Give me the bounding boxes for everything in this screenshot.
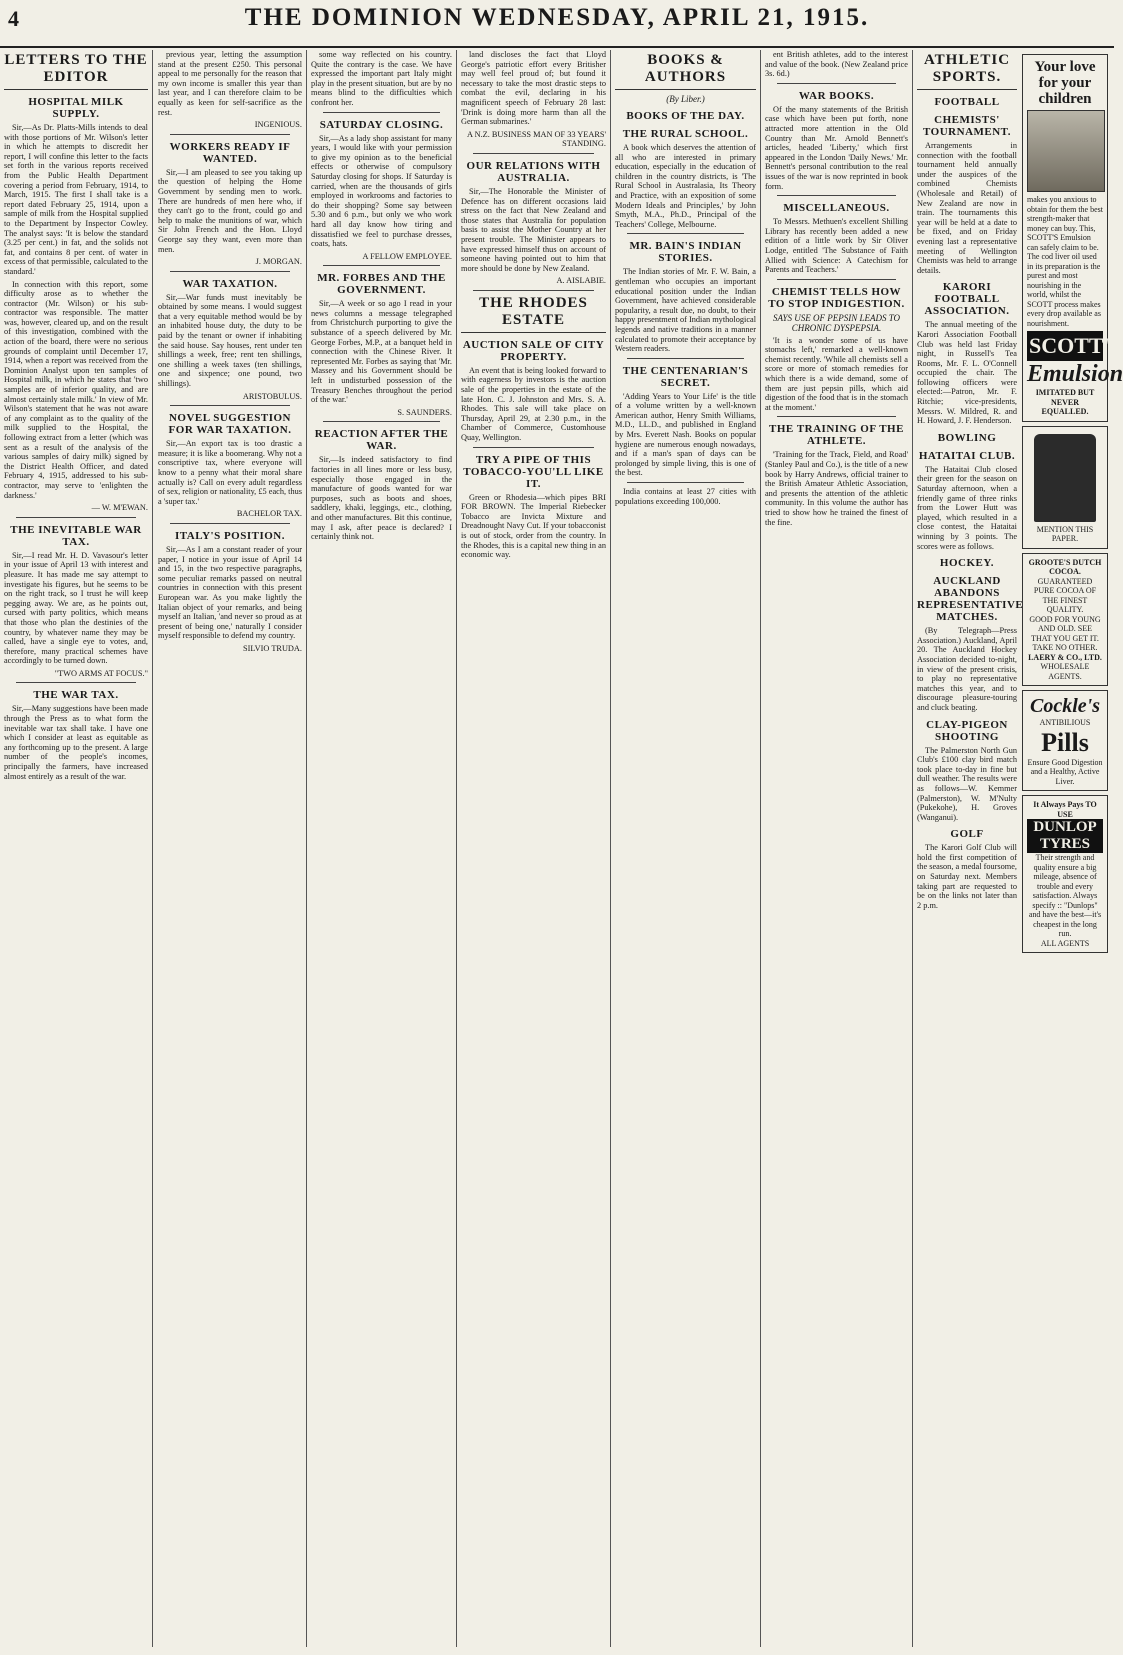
article-heading: FOOTBALL — [934, 96, 1000, 108]
ad-company: LAERY & CO., LTD. — [1028, 652, 1102, 662]
article-text: 'Adding Years to Your Life' is the title of a volume written by a well-known American author, Henry Smith Williams, M.D., LL.D., and published in England by Mrs. Everett Nash. Books on popular hygiene are numerous enough nowadays, and if a man's span of days can be prolonged by simple living, this is one of the best. — [615, 391, 756, 478]
filler-note: India contains at least 27 cities with populations exceeding 100,000. — [615, 487, 756, 506]
article-heading: MISCELLANEOUS. — [783, 202, 890, 215]
article-heading: TRY A PIPE OF THIS TOBACCO-YOU'LL LIKE IT. — [463, 453, 604, 490]
divider — [777, 416, 896, 417]
section-heading: BOOKS & AUTHORS — [615, 52, 756, 90]
section-heading: LETTERS TO THE EDITOR — [4, 52, 148, 90]
ad-tagline: IMITATED BUT NEVER EQUALLED. — [1035, 388, 1095, 416]
article-text: Sir,—Is indeed satisfactory to find factories in all lines more or less busy, especially those engaged in the manufacture of goods wanted for war purposes, such as boots and shoes, saddlery, khaki, leggings, etc., clothing, and other manufactures. Bit this continue, may I ask, after peace is declared? I certainly think not. — [311, 455, 452, 542]
article-subheading: AUCTION SALE OF CITY PROPERTY. — [462, 338, 605, 363]
article-text: ent British athletes, add to the interest and value of the book. (New Zealand price 3s. 6d.) — [765, 50, 908, 79]
signature: A. AISLABIE. — [556, 276, 606, 286]
article-heading: THE INEVITABLE WAR TAX. — [10, 523, 142, 548]
signature: A FELLOW EMPLOYEE. — [362, 251, 452, 261]
divider — [170, 523, 290, 524]
article-text: The annual meeting of the Karori Association Football Club was held last Friday night, in Russell's Tea Rooms, Mr. F. L. O'Connell occupied the chair. The following officers were elected:—Patron, Mr. F. Ritchie; vice-presidents, Messrs. W. Mildred, R. and H. Howard, J. F. Henderson. — [917, 320, 1017, 426]
divider — [777, 279, 896, 280]
article-text: Sir,—As I am a constant reader of your paper, I notice in your issue of April 14 and 15, in the two respective paragraphs, some peculiar remarks passed on neutral countries in connection with this present European war. As you make lightly the Italian object of your remarks, and being myself an Italian, 'and never so proud as at present of being one,' naturally I consider myself responsible to defend my country. — [158, 544, 302, 641]
divider — [473, 153, 594, 154]
divider — [473, 290, 594, 291]
article-text: The Hataitai Club closed their green for the season on Saturday afternoon, when a friendly game of three rinks from the Lower Hutt was played, which resulted in a close contest, the Hataitai winning by 3 points. The scores were as follows. — [917, 464, 1017, 551]
divider — [627, 358, 744, 359]
article-text: Green or Rhodesia—which pipes BRI FOR BROWN. The Imperial Riebecker Tobacco are Invicta Mixture and Dreadnought Navy Cut. If your tobacconist is out of stock, order from the country. In the Rhodes, this is a capital new thing in an economic way. — [461, 492, 606, 560]
divider — [170, 134, 290, 135]
divider — [323, 112, 440, 113]
signature: S. SAUNDERS. — [397, 407, 452, 417]
article-text: 'It is a wonder some of us have stomachs left,' remarked a well-known chemist recently. 'While all chemists sell a score or more of stomach remedies for which there is a wide demand, some of them are just pepsin pills, which aid digestion of the food that is in the stomach at the moment.' — [765, 335, 908, 412]
column-rule — [760, 50, 761, 1647]
ad-headline: Your love for your children — [1034, 59, 1096, 107]
article-text: To Messrs. Methuen's excellent Shilling Library has recently been added a new edition of a little work by Sir Oliver Lodge, entitled 'The Substance of Faith Allied with Science: A Catechism for Parents and Teachers.' — [765, 217, 908, 275]
newspaper-title: THE DOMINION WEDNESDAY, APRIL 21, 1915. — [244, 4, 870, 31]
article-text: Sir,—As a lady shop assistant for many years, I would like with your permission to give my opinion as to the beneficial effects or otherwise of compulsory Saturday closing for shops. If Saturday is carried, when are the thousands of girls employed in workrooms and factories to do their shopping? Some say between 5.30 and 6 p.m., but only we who work hard all day know how tiring and dissatisfied we feel to purchase dresses, coats, hats. — [311, 133, 452, 249]
cockles-pills-ad — [1022, 690, 1108, 791]
article-heading: GOLF — [950, 828, 984, 841]
article-subheading: SAYS USE OF PEPSIN LEADS TO CHRONIC DYSPEPSIA. — [772, 312, 901, 333]
article-subheading: CHEMISTS' TOURNAMENT. — [923, 114, 1011, 138]
signature: SILVIO TRUDA. — [242, 643, 302, 653]
article-text: Sir,—I am pleased to see you taking up the question of helping the Home Government by sending men to work. There are hundreds of men here who, if they can't go to the front, could go and help to make the munitions of war, which Sir John French and the Hon. Lloyd George say they want, even more than men. — [158, 167, 302, 254]
article-text: The Indian stories of Mr. F. W. Bain, a gentleman who occupies an important educational position under the Indian Government, have achieved considerable popularity, a result due, no doubt, to their happy presentment of Indian mythological legends and native traditions in a manner calculated to promote their acceptance by Western readers. — [615, 267, 757, 354]
article-heading: HOCKEY. — [939, 557, 995, 570]
article-heading: HOSPITAL MILK SUPPLY. — [28, 96, 124, 120]
signature: ARISTOBULUS. — [242, 391, 302, 401]
article-text: Of the many statements of the British case which have been put forth, none attracted more attention in the Old Country than Mr. Arnold Bennett's articles, headed 'Liberty,' which first appeared in the London 'Daily News.' Mr. Bennett's personal contribution to the real issues of the war is now reprinted in book form. — [765, 104, 908, 191]
article-heading: KARORI FOOTBALL ASSOCIATION. — [924, 281, 1010, 318]
divider — [473, 447, 594, 448]
article-subheading: THE RURAL SCHOOL. — [622, 128, 749, 140]
article-text: previous year, letting the assumption stand at the present £250. This personal appeal to me personally for the reason that my own income is smaller this year than last year, and I can therefore claim to be equally as keen for self-sacrifice as the rest. — [158, 50, 302, 117]
divider — [627, 482, 744, 483]
column-sports-and-ads — [917, 50, 1123, 1647]
article-heading: THE WAR TAX. — [33, 689, 119, 702]
article-heading: OUR RELATIONS WITH AUSTRALIA. — [466, 159, 601, 184]
article-heading: NOVEL SUGGESTION FOR WAR TAXATION. — [168, 412, 292, 437]
article-text: Sir,—As Dr. Platts-Mills intends to deal with those portions of Mr. Wilson's letter in which he attempts to discredit her report, I will confine this letter to the facts set forth in the various reports received from the Public Health Department covering a period from February, 1914, to March, 1915. The first I shall take is a report dated February 25, 1914, upon a sample of milk from the Hospital supplied to the Department by Inspector Cowley. The analyst says: 'It is below the standard (3.25 per cent.) in fat, and the solids not fat, and contains 8 per cent. of water in excess of that permissible, calculated to the standard.' — [4, 123, 148, 276]
column-letters-3 — [311, 50, 452, 1647]
groote-cocoa-ad — [1022, 553, 1108, 687]
column-letters-2 — [158, 50, 302, 1647]
divider — [170, 271, 290, 272]
article-text: 'Training for the Track, Field, and Road' (Stanley Paul and Co.), is the title of a new book by Harry Andrews, official trainer to the British Amateur Athletic Association, and presents the attention of the athletic community. In this volume the author has tried to show how he trained the finest of the fine. — [765, 450, 908, 527]
article-heading: THE RHODES ESTATE — [461, 295, 606, 333]
article-text: An event that is being looked forward to with eagerness by investors is the auction sale of the properties in the estate of the late Hon. C. J. Johnston and Mrs. S. A. Rhodes. This sale will take place on Thursday, April 29, at 2.30 p.m., in the Chamber of Commerce, Customhouse Quay, Wellington. — [461, 365, 606, 443]
ad-body: Their strength and quality ensure a big mileage, absence of trouble and every satisfaction. Always specify :: "Dunlops" and have the best—it's cheapest in the long run. — [1028, 853, 1102, 938]
article-text: Sir,—A week or so ago I read in your news columns a message telegraphed from Christchurch purporting to give the substance of a speech delivered by Mr. George Forbes, M.P., at a banquet held in connection with the Chinese River. It represented Mr. Forbes as saying that 'Mr. Massey and his Government should be left in undisturbed possession of the Treasury Benches throughout the period of the war.' — [311, 299, 452, 405]
sports-column — [917, 50, 1024, 1647]
divider — [170, 405, 290, 406]
divider — [777, 195, 896, 196]
ad-headline: It Always Pays TO USE — [1033, 800, 1097, 819]
column-letters-1 — [4, 50, 148, 1647]
scotts-emulsion-ad — [1022, 54, 1123, 422]
ad-company-role: WHOLESALE AGENTS. — [1040, 662, 1090, 681]
article-heading: BOOKS OF THE DAY. — [626, 110, 745, 122]
article-heading: CLAY-PIGEON SHOOTING — [926, 718, 1008, 743]
article-text: The Karori Golf Club will hold the first competition of the season, a medal foursome, on Saturday next. Members taking part are requested to be on the links not later than 2 p.m. — [917, 843, 1017, 910]
ad-note: MENTION THIS PAPER. — [1036, 524, 1094, 543]
bottle-ad — [1022, 426, 1108, 549]
article-heading: WAR TAXATION. — [182, 277, 278, 290]
article-text: (By Telegraph—Press Association.) Auckland, April 20. The Auckland Hockey Association decided to-night, in view of the present crisis, to play no representative matches this year, and to discourage pleasure-touring and cluck beating. — [917, 626, 1017, 712]
divider — [323, 421, 440, 422]
column-rule — [152, 50, 153, 1647]
advertisement-column — [1020, 50, 1123, 1647]
ad-body: Ensure Good Digestion and a Healthy, Active Liver. — [1027, 757, 1103, 786]
article-text: The Palmerston North Gun Club's £100 clay bird match took place to-day in fine but dull weather. The results were as follows—W. Kemmer (Palmerston), W. M'Nulty (Pukekohe), H. Groves (Wanganui). — [917, 745, 1017, 822]
article-text: Arrangements in connection with the football tournament held annually under the auspices of the combined Chemists (Wholesale and Retail) of New Zealand are now in train. The tournaments this year will be held at a date to be fixed, and on Friday evening last a representative meeting of Wellington Chemists was held to arrange details. — [917, 141, 1017, 275]
ad-body: GOOD FOR YOUNG AND OLD. SEE THAT YOU GET IT. TAKE NO OTHER. — [1029, 614, 1101, 652]
bottle-illustration — [1034, 434, 1096, 522]
column-rule — [610, 50, 611, 1647]
article-heading: THE TRAINING OF THE ATHLETE. — [769, 423, 904, 448]
article-heading: SATURDAY CLOSING. — [319, 118, 444, 131]
emulsion-logo: Emulsion — [1027, 361, 1123, 387]
ad-body: GUARANTEED PURE COCOA OF THE FINEST QUALITY. — [1033, 576, 1097, 614]
dunlop-ad — [1022, 795, 1108, 953]
article-text: Sir,—War funds must inevitably be obtained by some means. I would suggest that a very equitable method would be by an inhabited house duty, the duty to be paid by the tenant or owner if inhabiting the said house. Say houses, rent under ten shillings a week, free; rent ten shillings, one shilling a week taxes (ten shillings, one and sixpence; one pound, two shillings). — [158, 292, 302, 389]
article-text: Sir,—I read Mr. H. D. Vavasour's letter in your issue of April 13 with interest and pleasure. It has made me say attempt to investigate his figures, but he seems to be on the right track, so I trust he will keep pegging away. We are, as he points out, cursed with party politics, which means that those who plan the destinies of the country, by whatever name they may be called, have a single eye to votes, and, therefore, many practical schemes have accordingly to be turned down. — [4, 550, 148, 666]
article-text: In connection with this report, some difficulty arose as to whether the contractor (Mr. Wilson) or his sub-contractor was responsible. The matter was, however, cleared up, and on the result of this investigation, combined with the action of the board, there were no serious grounds of complaint until December 17, 1914, when a report was received from the Dominion Analyst upon ten samples of Hospital milk, in which he states that 'two samples are of inferior quality, and are almost certainly stale milk.' In view of Mr. Wilson's statement that he was not aware of any complaint as to the quality of the milk supplied to the Hospital, the following extract from a letter (which was sent as a result of the analysis of the various samples of dairy milk) signed by the District Health Officer, and dated February 4, 1915, addressed to his sub-contractor, may serve to 'enlighten the darkness.' — [4, 279, 148, 500]
column-rule — [912, 50, 913, 1647]
article-heading: THE CENTENARIAN'S SECRET. — [622, 364, 749, 389]
section-heading: ATHLETIC SPORTS. — [917, 52, 1017, 90]
byline: (By Liber.) — [666, 94, 705, 104]
article-subheading: HATAITAI CLUB. — [918, 449, 1016, 462]
child-illustration — [1027, 110, 1105, 192]
ad-agents: ALL AGENTS — [1040, 938, 1090, 948]
divider — [16, 682, 136, 683]
column-rule — [306, 50, 307, 1647]
ad-subheading: ANTIBILIOUS — [1039, 718, 1091, 727]
article-heading: WAR BOOKS. — [798, 89, 875, 102]
column-rule — [456, 50, 457, 1647]
ad-body: makes you anxious to obtain for them the best strength-maker that money can buy. This, SCOTT'S Emulsion can safely claim to be. The cod liver oil used in its preparation is the purest and most nourishing in the world, whilst the SCOTT process makes every drop available as nourishment. — [1027, 195, 1103, 328]
article-heading: WORKERS READY IF WANTED. — [169, 140, 291, 165]
article-heading: MR. BAIN'S INDIAN STORIES. — [629, 240, 742, 265]
divider — [323, 265, 440, 266]
article-text: Sir,—Many suggestions have been made through the Press as to what form the inevitable war tax shall take. I have one which I consider at least as equitable as any forthcoming up to the present. A large number of the people's incomes, principally the farmers, have increased almost entirely as a result of the war. — [4, 704, 148, 781]
signature: BACHELOR TAX. — [236, 509, 302, 519]
page-number: 4 — [8, 6, 19, 31]
signature: — W. M'EWAN. — [91, 503, 148, 513]
article-heading: BOWLING — [937, 431, 997, 444]
divider — [627, 233, 744, 234]
article-text: Sir,—An export tax is too drastic a measure; it is like a boomerang. Why not a conscriptive tax, where everyone will know to a penny what their moral share actually is? Call on every adult regardless of sex, religion or nationality, £5 each, thus a 'super tax.' — [158, 439, 302, 506]
cockle-logo: Cockle's — [1030, 695, 1100, 717]
signature: "TWO ARMS AT FOCUS." — [54, 668, 148, 678]
article-heading: MR. FORBES AND THE GOVERNMENT. — [317, 272, 446, 297]
article-text: land discloses the fact that Lloyd George's patriotic effort every Britisher may well feel proud of; but found it necessary to take the most drastic steps to combat the evil, declaring in his magnificent speech of February 28 last: 'Drink is doing more harm than all the German submarines.' — [461, 50, 606, 127]
article-heading: ITALY'S POSITION. — [175, 529, 285, 542]
column-books — [615, 50, 756, 1647]
article-heading: REACTION AFTER THE WAR. — [314, 428, 449, 453]
signature: J. MORGAN. — [255, 257, 302, 267]
divider — [16, 517, 136, 518]
article-subheading: AUCKLAND ABANDONS REPRESENTATIVE MATCHES. — [917, 575, 1024, 624]
column-books-2 — [765, 50, 908, 1647]
article-text: some way reflected on his country. Quite the contrary is the case. We have expressed the important part Italy might play in the present situation, but are by no means blind to the difficulties which confront her. — [311, 50, 452, 107]
article-text: A book which deserves the attention of all who are interested in primary education, especially in the education of children in the country districts, is 'The Rural School in Australasia, Its Theory and Practice, with an exposition of some Modern Ideals and Principles,' by John Smyth, M.A., Ph.D., Principal of the Teachers' College, Melbourne. — [615, 143, 756, 229]
pills-logo: Pills — [1041, 727, 1089, 757]
masthead — [0, 0, 1114, 48]
signature: A N.Z. BUSINESS MAN OF 33 YEARS' STANDING. — [466, 129, 606, 149]
ad-headline: GROOTE'S DUTCH COCOA. — [1028, 557, 1102, 576]
column-letters-4 — [461, 50, 606, 1647]
article-heading: CHEMIST TELLS HOW TO STOP INDIGESTION. — [768, 285, 905, 310]
scotts-logo: SCOTT'S — [1027, 331, 1103, 361]
divider — [777, 83, 896, 84]
article-text: Sir,—The Honorable the Minister of Defence has on different occasions laid stress on the fact that New Zealand and those states that Australia for population basis to assist the Mother Country at her present trouble. The Minister appears to have expressed himself thus on account of someone having pointed out to him that more should be done by New Zealand. — [461, 186, 606, 273]
dunlop-logo: DUNLOP TYRES — [1027, 819, 1103, 853]
signature: INGENIOUS. — [254, 120, 302, 130]
